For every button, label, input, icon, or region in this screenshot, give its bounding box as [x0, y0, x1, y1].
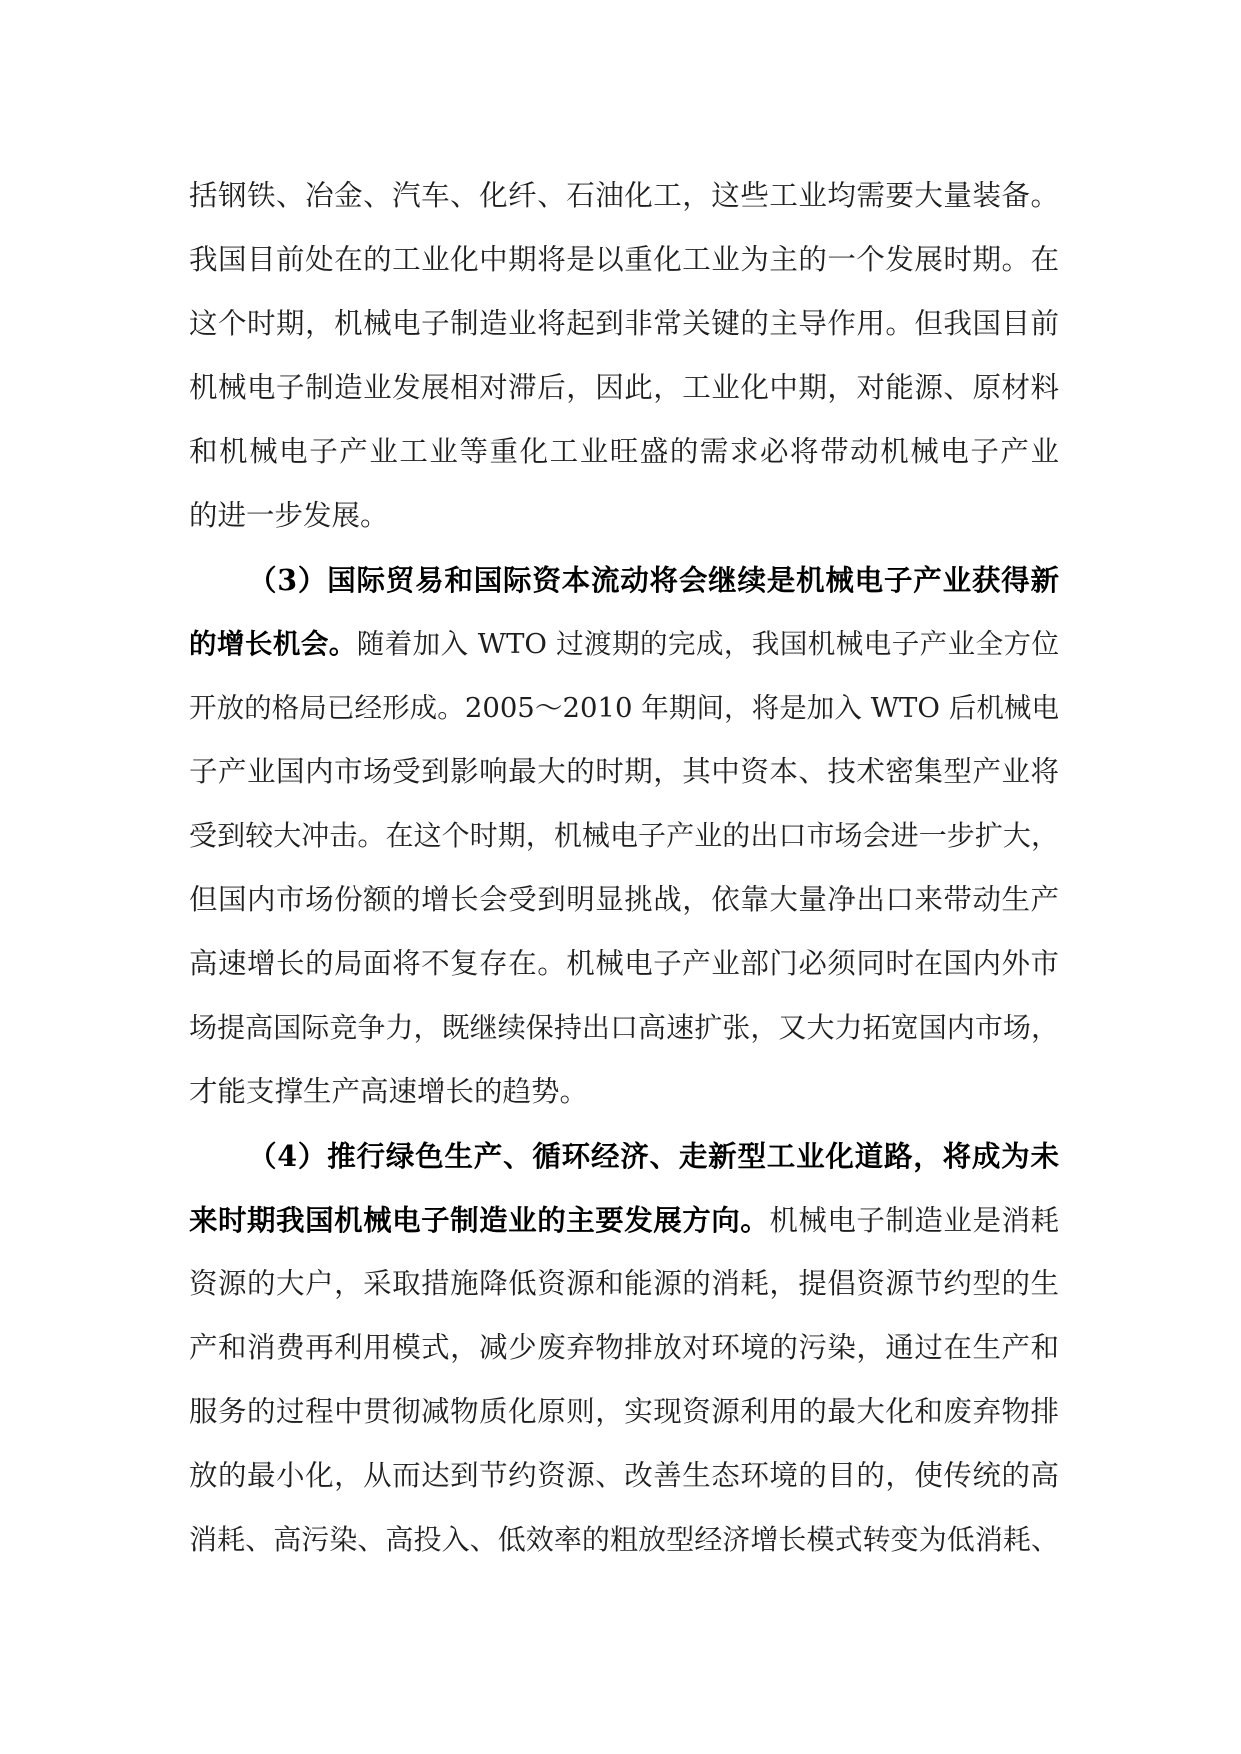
- paragraph-1-line-4: [189, 356, 1059, 420]
- document-body: [189, 164, 1059, 1572]
- text-run: 但国内市场份额的增长会受到明显挑战，依靠大量净出口来带动生产: [189, 883, 1059, 916]
- paragraph-2-line-8: [189, 996, 1059, 1060]
- text-run: 子产业国内市场受到影响最大的时期，其中资本、技术密集型产业将: [189, 755, 1059, 788]
- text-run: 消耗、高污染、高投入、低效率的粗放型经济增长模式转变为低消耗、: [189, 1523, 1059, 1556]
- paragraph-2-line-5: [189, 804, 1059, 868]
- bold-heading-run: 来时期我国机械电子制造业的主要发展方向。: [189, 1203, 770, 1237]
- paragraph-3-line-3: [189, 1252, 1059, 1316]
- paragraph-2-line-2: [189, 612, 1059, 676]
- paragraph-2-line-9: [189, 1060, 1059, 1124]
- paragraph-1-line-5: [189, 420, 1059, 484]
- text-run: 机械电子制造业是消耗: [769, 1204, 1059, 1237]
- paragraph-1-line-1: [189, 164, 1059, 228]
- text-run: 机械电子制造业发展相对滞后，因此，工业化中期，对能源、原材料: [189, 371, 1059, 404]
- paragraph-2-line-4: [189, 740, 1059, 804]
- text-run: 高速增长的局面将不复存在。机械电子产业部门必须同时在国内外市: [189, 947, 1059, 980]
- text-run: 和机械电子产业工业等重化工业旺盛的需求必将带动机械电子产业: [189, 435, 1059, 468]
- text-run: 放的最小化，从而达到节约资源、改善生态环境的目的，使传统的高: [189, 1459, 1059, 1492]
- paragraph-2-line-6: [189, 868, 1059, 932]
- text-run: 产和消费再利用模式，减少废弃物排放对环境的污染，通过在生产和: [189, 1331, 1059, 1364]
- bold-heading-run: 的增长机会。: [189, 628, 357, 660]
- paragraph-3-line-1: [189, 1124, 1059, 1188]
- paragraph-3-line-2: [189, 1188, 1059, 1252]
- text-run: 资源的大户，采取措施降低资源和能源的消耗，提倡资源节约型的生: [189, 1267, 1059, 1300]
- paragraph-1-line-2: [189, 228, 1059, 292]
- paragraph-2-line-1: [189, 548, 1059, 612]
- text-run: 开放的格局已经形成。2005～2010 年期间，将是加入 WTO 后机械电: [189, 692, 1059, 724]
- text-run: 括钢铁、冶金、汽车、化纤、石油化工，这些工业均需要大量装备。: [189, 179, 1059, 212]
- paragraph-3-line-7: [189, 1508, 1059, 1572]
- text-run: 才能支撑生产高速增长的趋势。: [189, 1075, 589, 1108]
- bold-heading-run: （4）推行绿色生产、循环经济、走新型工业化道路，将成为未: [248, 1139, 1059, 1173]
- text-run: 的进一步发展。: [189, 499, 389, 532]
- text-run: 我国目前处在的工业化中期将是以重化工业为主的一个发展时期。在: [189, 243, 1059, 276]
- text-run: 服务的过程中贯彻减物质化原则，实现资源利用的最大化和废弃物排: [189, 1395, 1059, 1428]
- paragraph-2-line-3: [189, 676, 1059, 740]
- paragraph-3-line-6: [189, 1444, 1059, 1508]
- paragraph-3-line-4: [189, 1316, 1059, 1380]
- text-run: 随着加入 WTO 过渡期的完成，我国机械电子产业全方位: [356, 628, 1059, 660]
- text-run: 这个时期，机械电子制造业将起到非常关键的主导作用。但我国目前: [189, 307, 1059, 340]
- paragraph-1-line-6: [189, 484, 1059, 548]
- text-run: 受到较大冲击。在这个时期，机械电子产业的出口市场会进一步扩大，: [189, 819, 1059, 852]
- paragraph-1-line-3: [189, 292, 1059, 356]
- paragraph-2-line-7: [189, 932, 1059, 996]
- text-run: 场提高国际竞争力，既继续保持出口高速扩张，又大力拓宽国内市场，: [189, 1011, 1059, 1044]
- bold-heading-run: （3）国际贸易和国际资本流动将会继续是机械电子产业获得新: [248, 563, 1059, 597]
- paragraph-3-line-5: [189, 1380, 1059, 1444]
